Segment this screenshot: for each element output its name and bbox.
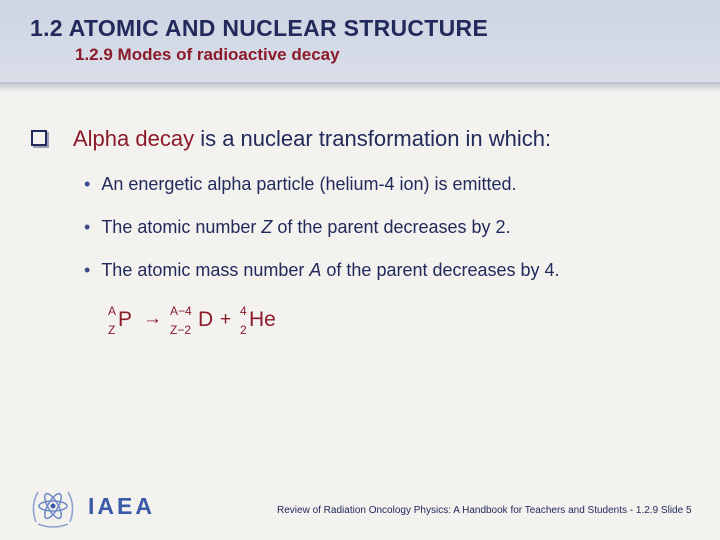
iaea-atom-logo-icon [28, 482, 78, 530]
daughter-mass-number: A−4 [170, 304, 192, 318]
daughter-symbol: D [198, 308, 214, 331]
sub-bullet-3: • The atomic mass number A of the parent decreases by 4. [84, 260, 560, 280]
plus-sign: + [220, 309, 232, 330]
slide-title: 1.2 ATOMIC AND NUCLEAR STRUCTURE [30, 15, 489, 41]
iaea-logo-text: IAEA [88, 493, 155, 519]
header-shadow [0, 82, 720, 92]
main-bullet-rest: is a nuclear transformation in which: [194, 126, 552, 151]
checkbox-bullet-icon [31, 130, 47, 146]
slide-subtitle: 1.2.9 Modes of radioactive decay [75, 45, 340, 64]
daughter-atomic-number: Z−2 [170, 323, 192, 337]
parent-atomic-number: Z [108, 323, 116, 337]
sub-bullet-2: • The atomic number Z of the parent decreases by 2. [84, 217, 511, 237]
alpha-decay-term: Alpha decay [73, 126, 195, 151]
alpha-mass-number: 4 [240, 304, 247, 318]
arrow-icon: → [143, 308, 162, 329]
bullet-dot-icon: • [84, 217, 91, 237]
parent-mass-number: A [108, 304, 117, 318]
main-bullet-text [73, 126, 551, 152]
bullet-dot-icon: • [84, 260, 91, 280]
var-z: Z [261, 217, 273, 237]
alpha-decay-equation [106, 302, 306, 342]
parent-symbol: P [118, 308, 133, 331]
helium-symbol: He [249, 308, 276, 331]
alpha-atomic-number: 2 [240, 323, 247, 337]
var-a: A [309, 260, 322, 280]
bullet-dot-icon: • [84, 174, 91, 194]
sub-bullet-1: • An energetic alpha particle (helium-4 ion) is emitted. [84, 174, 517, 194]
footer-citation: Review of Radiation Oncology Physics: A Handbook for Teachers and Students - 1.2.9 Slide 5 [277, 505, 692, 516]
